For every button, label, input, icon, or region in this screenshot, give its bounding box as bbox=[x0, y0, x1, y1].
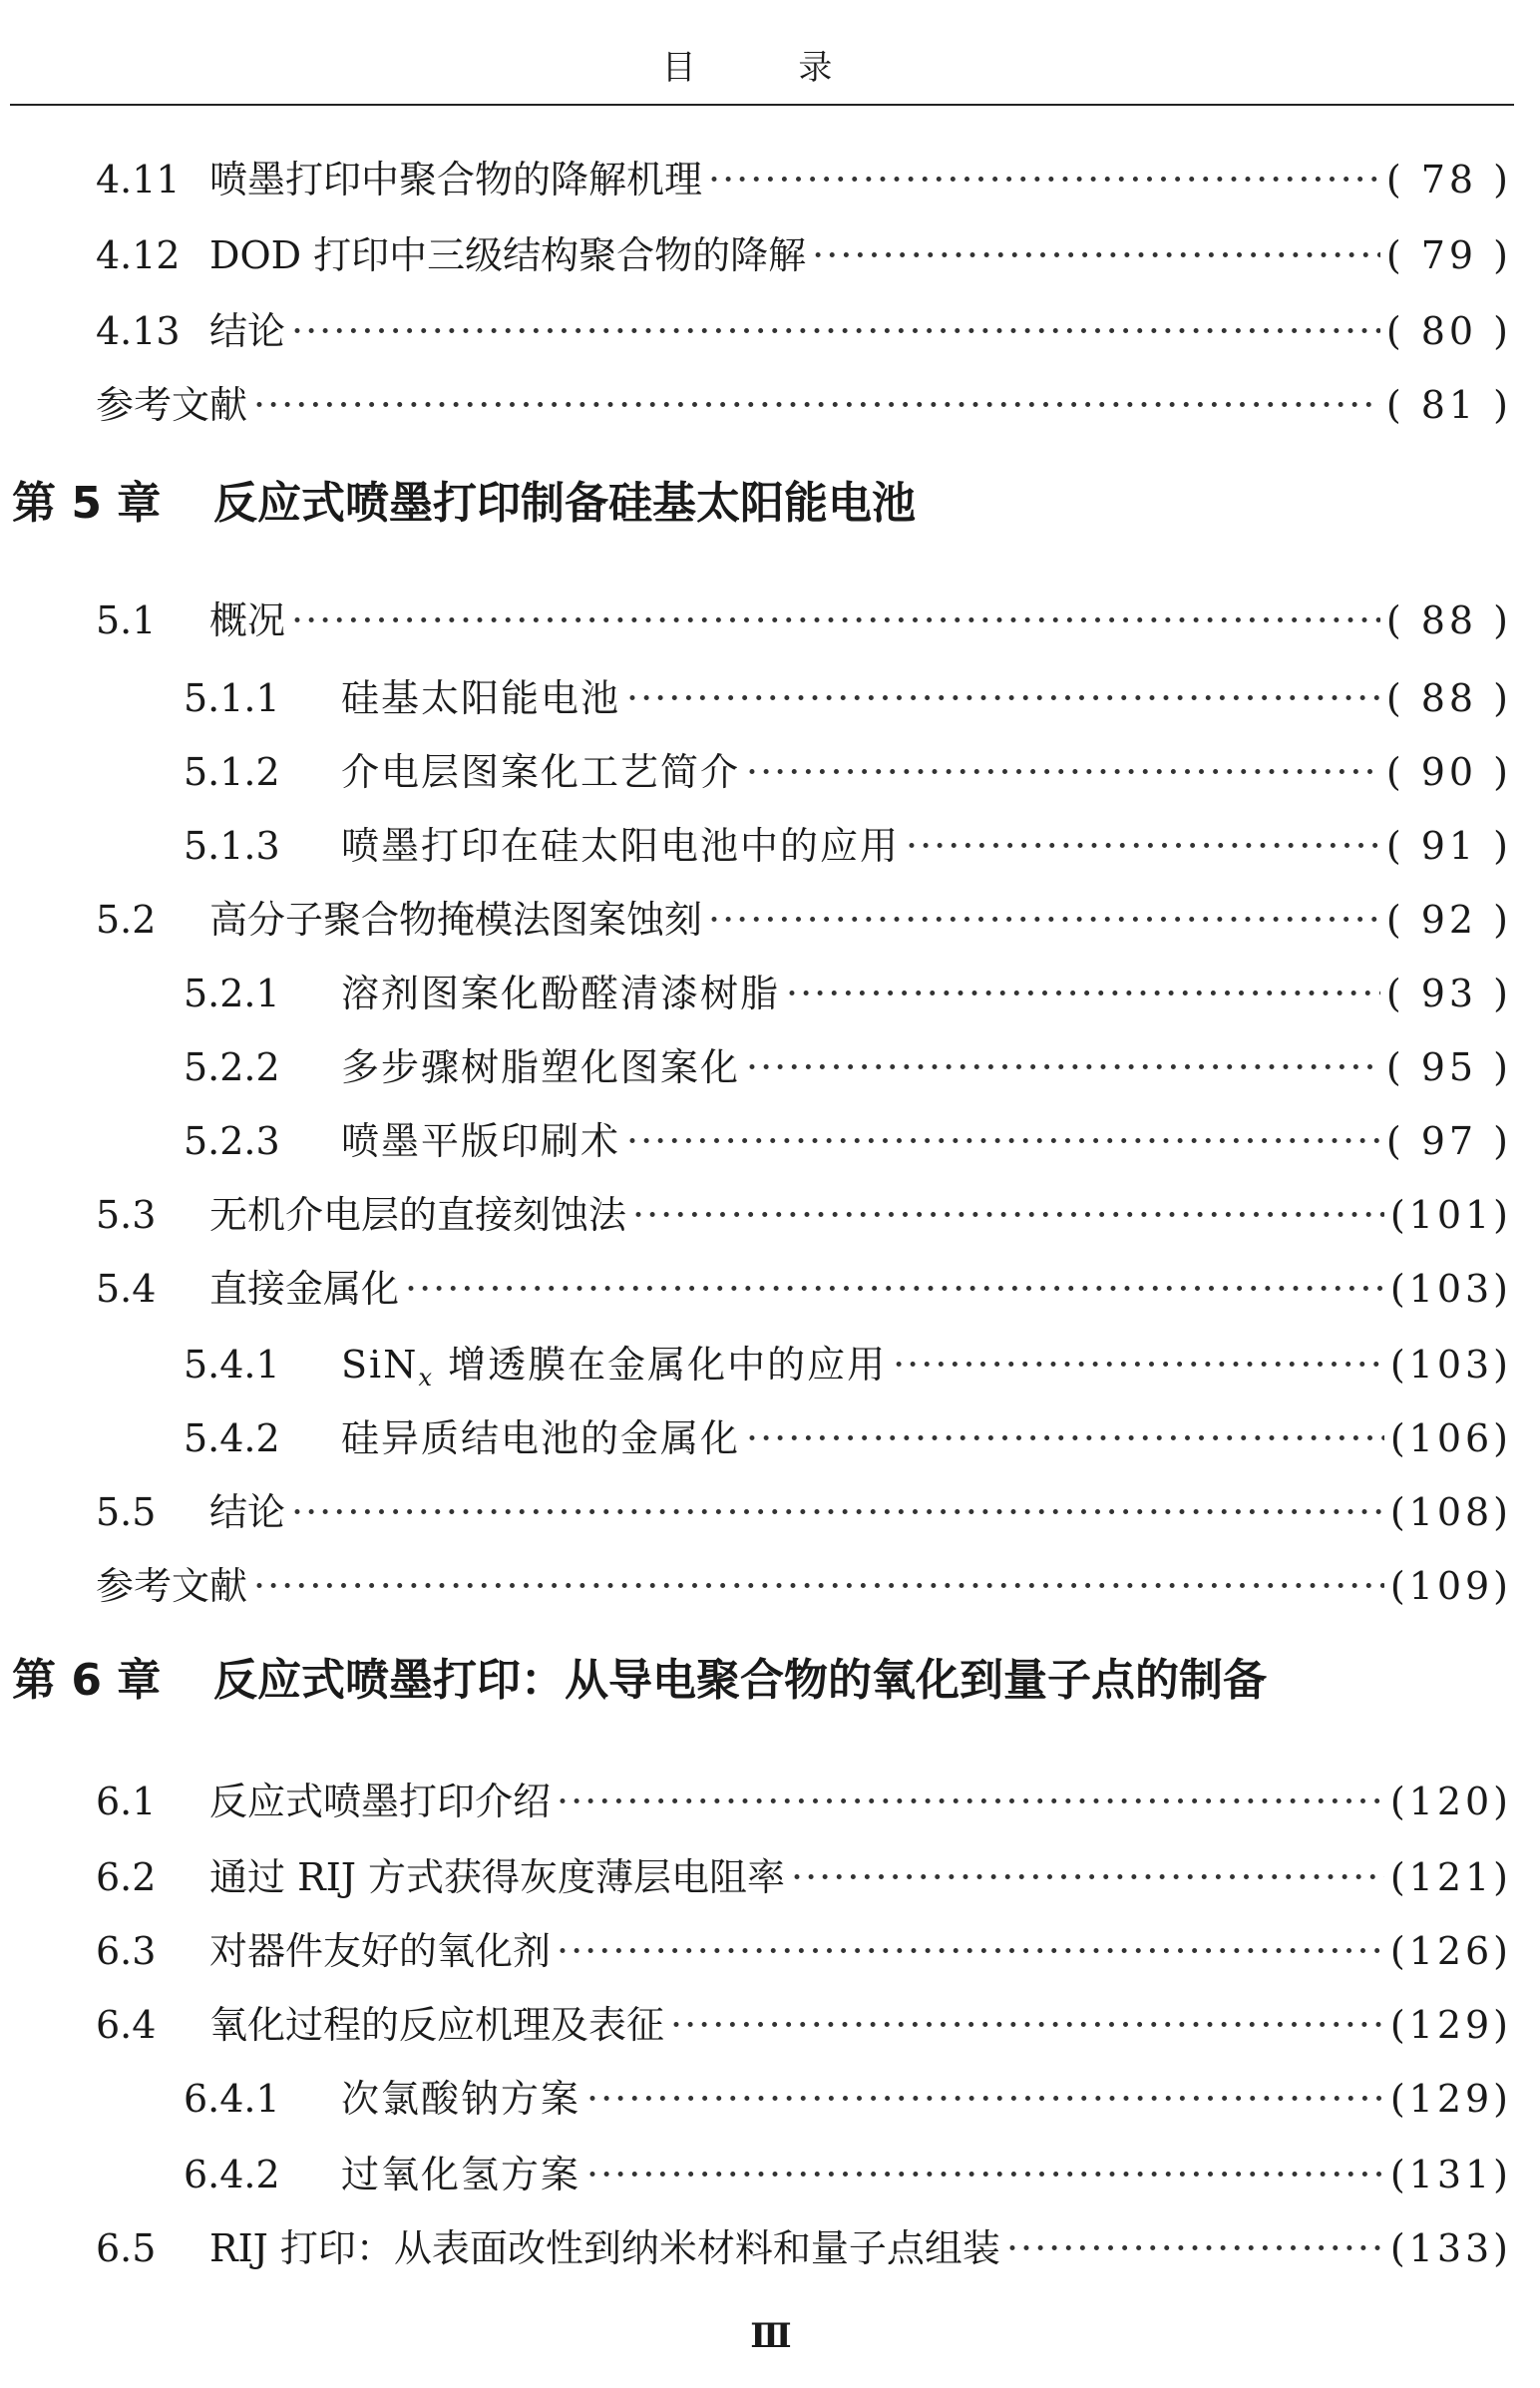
toc-entry-number: 6.1 bbox=[96, 1780, 157, 1823]
toc-entry[interactable] bbox=[184, 1037, 1512, 1097]
toc-entry-title: 反应式喷墨打印介绍 bbox=[209, 1780, 552, 1823]
toc-entry-title: DOD 打印中三级结构聚合物的降解 bbox=[209, 233, 807, 277]
toc-entry[interactable] bbox=[96, 1995, 1512, 2055]
dot-leader bbox=[291, 591, 1380, 650]
toc-entry-page: (121) bbox=[1389, 1855, 1512, 1899]
toc-entry-number: 5.2.2 bbox=[184, 1045, 280, 1089]
dot-leader bbox=[253, 375, 1380, 435]
dot-leader bbox=[253, 1556, 1384, 1616]
toc-entry[interactable] bbox=[96, 1259, 1512, 1319]
toc-entry[interactable] bbox=[184, 2145, 1512, 2204]
toc-entry-number: 5.4.1 bbox=[184, 1343, 280, 1387]
toc-entry-title: 对器件友好的氧化剂 bbox=[209, 1929, 552, 1973]
page-header-title: 目 录 bbox=[661, 48, 879, 88]
toc-entry-page: (108) bbox=[1389, 1490, 1512, 1534]
toc-entry-title: 结论 bbox=[209, 1490, 286, 1534]
toc-entry-title: 氧化过程的反应机理及表征 bbox=[209, 2003, 665, 2047]
toc-entry-title: 高分子聚合物掩模法图案蚀刻 bbox=[209, 898, 703, 942]
toc-entry-page: ( 78 ) bbox=[1385, 158, 1512, 201]
toc-entry-page: (133) bbox=[1389, 2226, 1512, 2270]
toc-entry-title: 结论 bbox=[209, 309, 286, 353]
dot-leader bbox=[557, 1921, 1384, 1981]
chapter-number: 第 5 章 bbox=[12, 478, 162, 529]
toc-entry-page: ( 92 ) bbox=[1385, 898, 1512, 942]
dot-leader bbox=[626, 668, 1380, 728]
toc-entry-page: (109) bbox=[1389, 1564, 1512, 1608]
toc-references-entry[interactable] bbox=[96, 1556, 1512, 1616]
dot-leader bbox=[291, 1482, 1384, 1542]
toc-entry-number: 6.4.2 bbox=[184, 2153, 280, 2196]
toc-entry-page: ( 81 ) bbox=[1385, 383, 1512, 427]
page-folio: Ⅲ bbox=[750, 2316, 790, 2356]
toc-entry[interactable] bbox=[96, 225, 1512, 285]
toc-entry-title: 多步骤树脂塑化图案化 bbox=[341, 1045, 741, 1089]
toc-entry[interactable] bbox=[184, 1111, 1512, 1171]
toc-entry[interactable] bbox=[96, 890, 1512, 950]
toc-entry-number: 6.4 bbox=[96, 2003, 157, 2047]
chapter-title: 反应式喷墨打印制备硅基太阳能电池 bbox=[213, 478, 916, 529]
toc-entry-number: 6.5 bbox=[96, 2226, 157, 2270]
toc-entry-title: 参考文献 bbox=[96, 1564, 248, 1608]
dot-leader bbox=[405, 1259, 1384, 1319]
toc-entry-title bbox=[341, 1335, 887, 1407]
toc-entry-page: (126) bbox=[1389, 1929, 1512, 1973]
toc-entry[interactable] bbox=[184, 964, 1512, 1023]
toc-entry-page: ( 95 ) bbox=[1385, 1045, 1512, 1089]
toc-entry-title: 喷墨打印在硅太阳电池中的应用 bbox=[341, 824, 901, 868]
toc-entry[interactable] bbox=[184, 1335, 1512, 1394]
toc-entry-number: 5.4 bbox=[96, 1267, 157, 1311]
toc-entry[interactable] bbox=[184, 742, 1512, 802]
dot-leader bbox=[670, 1995, 1384, 2055]
dot-leader bbox=[708, 150, 1380, 209]
toc-entry-title-subscript: x bbox=[418, 1364, 434, 1392]
toc-entry-number: 5.1.3 bbox=[184, 824, 280, 868]
toc-entry-page: (106) bbox=[1389, 1416, 1512, 1460]
toc-entry[interactable] bbox=[96, 150, 1512, 209]
toc-entry-number: 5.3 bbox=[96, 1193, 157, 1237]
dot-leader bbox=[632, 1185, 1384, 1245]
toc-entry-title: 无机介电层的直接刻蚀法 bbox=[209, 1193, 627, 1237]
dot-leader bbox=[1006, 2218, 1384, 2278]
toc-entry[interactable] bbox=[96, 1847, 1512, 1907]
toc-entry-number: 6.2 bbox=[96, 1855, 157, 1899]
dot-leader bbox=[708, 890, 1380, 950]
chapter-heading bbox=[12, 1646, 1267, 1716]
dot-leader bbox=[906, 816, 1380, 876]
toc-entry-page: ( 79 ) bbox=[1385, 233, 1512, 277]
toc-entry-number: 6.3 bbox=[96, 1929, 157, 1973]
toc-entry-number: 4.11 bbox=[96, 158, 181, 201]
toc-entry-page: (103) bbox=[1389, 1343, 1512, 1387]
toc-entry-title: 直接金属化 bbox=[209, 1267, 400, 1311]
toc-entry-title: 喷墨打印中聚合物的降解机理 bbox=[209, 158, 703, 201]
toc-entry-page: (129) bbox=[1389, 2003, 1512, 2047]
toc-references-entry[interactable] bbox=[96, 375, 1512, 435]
toc-entry[interactable] bbox=[96, 2218, 1512, 2278]
toc-entry-title: 次氯酸钠方案 bbox=[341, 2077, 581, 2121]
toc-entry-page: (101) bbox=[1389, 1193, 1512, 1237]
toc-entry-number: 5.1.1 bbox=[184, 676, 280, 720]
toc-entry-number: 5.5 bbox=[96, 1490, 157, 1534]
toc-entry-page: (120) bbox=[1389, 1780, 1512, 1823]
dot-leader bbox=[786, 964, 1380, 1023]
toc-entry-page: ( 91 ) bbox=[1385, 824, 1512, 868]
toc-entry-number: 4.13 bbox=[96, 309, 181, 353]
dot-leader bbox=[746, 742, 1380, 802]
toc-entry[interactable] bbox=[184, 668, 1512, 728]
dot-leader bbox=[746, 1037, 1380, 1097]
dot-leader bbox=[586, 2069, 1384, 2129]
toc-entry-number: 5.4.2 bbox=[184, 1416, 280, 1460]
toc-entry-title: 喷墨平版印刷术 bbox=[341, 1119, 621, 1163]
toc-entry-number: 5.2 bbox=[96, 898, 157, 942]
toc-entry-title: 介电层图案化工艺简介 bbox=[341, 750, 741, 794]
toc-entry[interactable] bbox=[184, 816, 1512, 876]
toc-entry-title: 通过 RIJ 方式获得灰度薄层电阻率 bbox=[209, 1855, 786, 1899]
toc-entry[interactable] bbox=[184, 2069, 1512, 2129]
toc-entry-number: 6.4.1 bbox=[184, 2077, 280, 2121]
toc-entry-title: 硅异质结电池的金属化 bbox=[341, 1416, 741, 1460]
dot-leader bbox=[893, 1335, 1384, 1394]
dot-leader bbox=[291, 301, 1380, 361]
toc-entry-title: 参考文献 bbox=[96, 383, 248, 427]
toc-entry-page: ( 93 ) bbox=[1385, 972, 1512, 1015]
toc-entry-page: (103) bbox=[1389, 1267, 1512, 1311]
toc-entry-number: 4.12 bbox=[96, 233, 181, 277]
toc-entry-title-main: SiN bbox=[341, 1343, 419, 1387]
toc-entry-page: ( 97 ) bbox=[1385, 1119, 1512, 1163]
toc-entry-page: ( 90 ) bbox=[1385, 750, 1512, 794]
chapter-title: 反应式喷墨打印：从导电聚合物的氧化到量子点的制备 bbox=[213, 1655, 1267, 1706]
toc-entry-number: 5.1 bbox=[96, 598, 157, 642]
toc-entry-title: 溶剂图案化酚醛清漆树脂 bbox=[341, 972, 781, 1015]
toc-entry-number: 5.2.3 bbox=[184, 1119, 280, 1163]
toc-entry-page: (129) bbox=[1389, 2077, 1512, 2121]
dot-leader bbox=[557, 1772, 1384, 1831]
toc-entry-title: 概况 bbox=[209, 598, 286, 642]
dot-leader bbox=[791, 1847, 1384, 1907]
chapter-number: 第 6 章 bbox=[12, 1655, 162, 1706]
dot-leader bbox=[746, 1408, 1384, 1468]
toc-entry-title-rest: 增透膜在金属化中的应用 bbox=[433, 1343, 888, 1387]
dot-leader bbox=[586, 2145, 1384, 2204]
dot-leader bbox=[812, 225, 1380, 285]
toc-entry[interactable] bbox=[96, 1482, 1512, 1542]
toc-entry[interactable] bbox=[96, 591, 1512, 650]
toc-entry-number: 5.1.2 bbox=[184, 750, 280, 794]
dot-leader bbox=[626, 1111, 1380, 1171]
toc-entry[interactable] bbox=[184, 1408, 1512, 1468]
toc-entry-title: 硅基太阳能电池 bbox=[341, 676, 621, 720]
toc-entry-title: 过氧化氢方案 bbox=[341, 2153, 581, 2196]
toc-entry-page: ( 88 ) bbox=[1385, 676, 1512, 720]
toc-entry-page: ( 80 ) bbox=[1385, 309, 1512, 353]
toc-entry[interactable] bbox=[96, 1921, 1512, 1981]
toc-entry-page: ( 88 ) bbox=[1385, 598, 1512, 642]
toc-entry-number: 5.2.1 bbox=[184, 972, 280, 1015]
toc-entry[interactable] bbox=[96, 301, 1512, 361]
chapter-heading bbox=[12, 469, 916, 539]
toc-entry[interactable] bbox=[96, 1185, 1512, 1245]
toc-entry[interactable] bbox=[96, 1772, 1512, 1831]
toc-entry-title: RIJ 打印：从表面改性到纳米材料和量子点组装 bbox=[209, 2226, 1000, 2270]
toc-entry-page: (131) bbox=[1389, 2153, 1512, 2196]
